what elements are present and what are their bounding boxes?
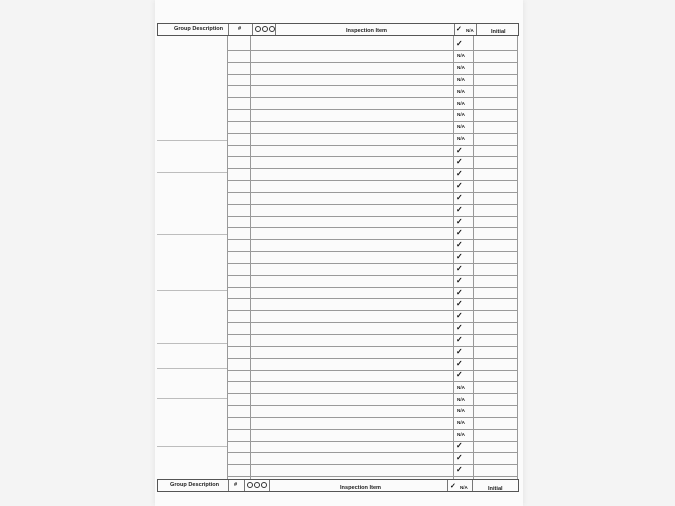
checkmark-icon: ✓: [456, 263, 463, 273]
checkmark-icon: ✓: [456, 334, 463, 344]
footer-inspection-item: Inspection Item: [340, 485, 382, 491]
table-row: [227, 227, 517, 228]
checkmark-icon: ✓: [456, 240, 463, 250]
checkmark-icon: ✓: [456, 441, 463, 451]
checkmark-icon: ✓: [456, 38, 463, 48]
checkmark-icon: ✓: [456, 465, 463, 475]
table-row: [227, 204, 517, 205]
footer-group-description: Group Description: [170, 482, 220, 488]
checkmark-icon: ✓: [456, 145, 463, 155]
table-row: [227, 239, 517, 240]
group-separator: [157, 290, 227, 291]
checkmark-icon: ✓: [456, 157, 463, 167]
checkmark-icon: ✓: [456, 181, 463, 190]
group-separator: [157, 368, 227, 369]
table-row: [227, 417, 517, 418]
table-row: [227, 192, 517, 193]
table-row: [227, 310, 517, 311]
table-row: [227, 109, 517, 110]
na-mark: N/A: [457, 396, 465, 402]
table-footer-header: [157, 479, 519, 492]
table-row: [227, 405, 517, 406]
group-separator: [157, 234, 227, 235]
inspection-table: [155, 0, 523, 506]
table-row: [227, 85, 517, 86]
na-mark: N/A: [457, 112, 465, 118]
table-row: [227, 50, 517, 51]
checkmark-icon: ✓: [456, 204, 463, 214]
checkmark-icon: ✓: [456, 287, 463, 297]
col-divider: [473, 36, 474, 479]
table-row: [227, 180, 517, 181]
checkmark-icon: ✓: [456, 311, 463, 321]
table-row: [227, 251, 517, 252]
table-row: [227, 381, 517, 382]
circle-symbols-icon: [247, 482, 267, 488]
header-group-description: Group Description: [174, 26, 224, 32]
checkmark-icon: ✓: [456, 252, 463, 261]
na-mark: N/A: [457, 88, 465, 94]
checkmark-icon: ✓: [456, 192, 463, 202]
header-initial: Initial: [491, 29, 506, 35]
table-row: [227, 334, 517, 335]
table-row: [227, 476, 517, 477]
group-separator: [157, 398, 227, 399]
table-row: [227, 156, 517, 157]
checkmark-icon: ✓: [456, 228, 463, 238]
group-separator: [157, 140, 227, 141]
group-separator: [157, 172, 227, 173]
checkmark-icon: ✓: [456, 358, 463, 368]
checkmark-icon: ✓: [456, 453, 463, 463]
table-row: [227, 168, 517, 169]
na-mark: N/A: [457, 408, 465, 414]
table-row: [227, 275, 517, 276]
table-row: [227, 298, 517, 299]
table-row: [227, 452, 517, 453]
col-divider: [227, 36, 228, 479]
circle-symbols-icon: [255, 26, 275, 32]
checkmark-icon: ✓: [456, 370, 463, 380]
na-mark: N/A: [457, 53, 465, 59]
group-separator: [157, 446, 227, 447]
checkmark-icon: ✓: [456, 346, 463, 356]
table-row: [227, 216, 517, 217]
table-row: [227, 133, 517, 134]
table-row: [227, 97, 517, 98]
header-number: #: [238, 26, 242, 32]
table-row: [227, 121, 517, 122]
table-row: [227, 370, 517, 371]
group-separator: [157, 343, 227, 344]
footer-number: #: [234, 482, 238, 488]
col-divider: [453, 36, 454, 479]
footer-na: N/A: [460, 485, 468, 490]
table-row: [227, 287, 517, 288]
table-row: [227, 441, 517, 442]
na-mark: N/A: [457, 76, 465, 82]
footer-check-icon: ✓: [450, 483, 456, 490]
table-row: [227, 393, 517, 394]
na-mark: N/A: [457, 420, 465, 426]
checkmark-icon: ✓: [456, 275, 463, 285]
checkmark-icon: ✓: [456, 299, 463, 309]
table-row: [227, 464, 517, 465]
table-row: [227, 346, 517, 347]
table-row: [227, 263, 517, 264]
na-mark: N/A: [457, 65, 465, 71]
table-row: [227, 429, 517, 430]
header-check-icon: ✓: [456, 26, 462, 33]
table-row: [227, 358, 517, 359]
na-mark: N/A: [457, 432, 465, 438]
header-inspection-item: Inspection Item: [346, 28, 388, 34]
table-row: [227, 74, 517, 75]
checkmark-icon: ✓: [456, 323, 463, 332]
header-na: N/A: [466, 28, 474, 33]
footer-initial: Initial: [488, 486, 503, 492]
na-mark: N/A: [457, 124, 465, 130]
col-divider: [517, 36, 518, 479]
table-header: [157, 23, 519, 36]
col-divider: [250, 36, 251, 479]
checkmark-icon: ✓: [456, 216, 463, 226]
na-mark: N/A: [457, 136, 465, 142]
table-row: [227, 322, 517, 323]
table-row: [227, 145, 517, 146]
na-mark: N/A: [457, 384, 465, 390]
checkmark-icon: ✓: [456, 169, 463, 179]
na-mark: N/A: [457, 100, 465, 106]
inspection-sheet-page: [155, 0, 523, 506]
table-row: [227, 62, 517, 63]
